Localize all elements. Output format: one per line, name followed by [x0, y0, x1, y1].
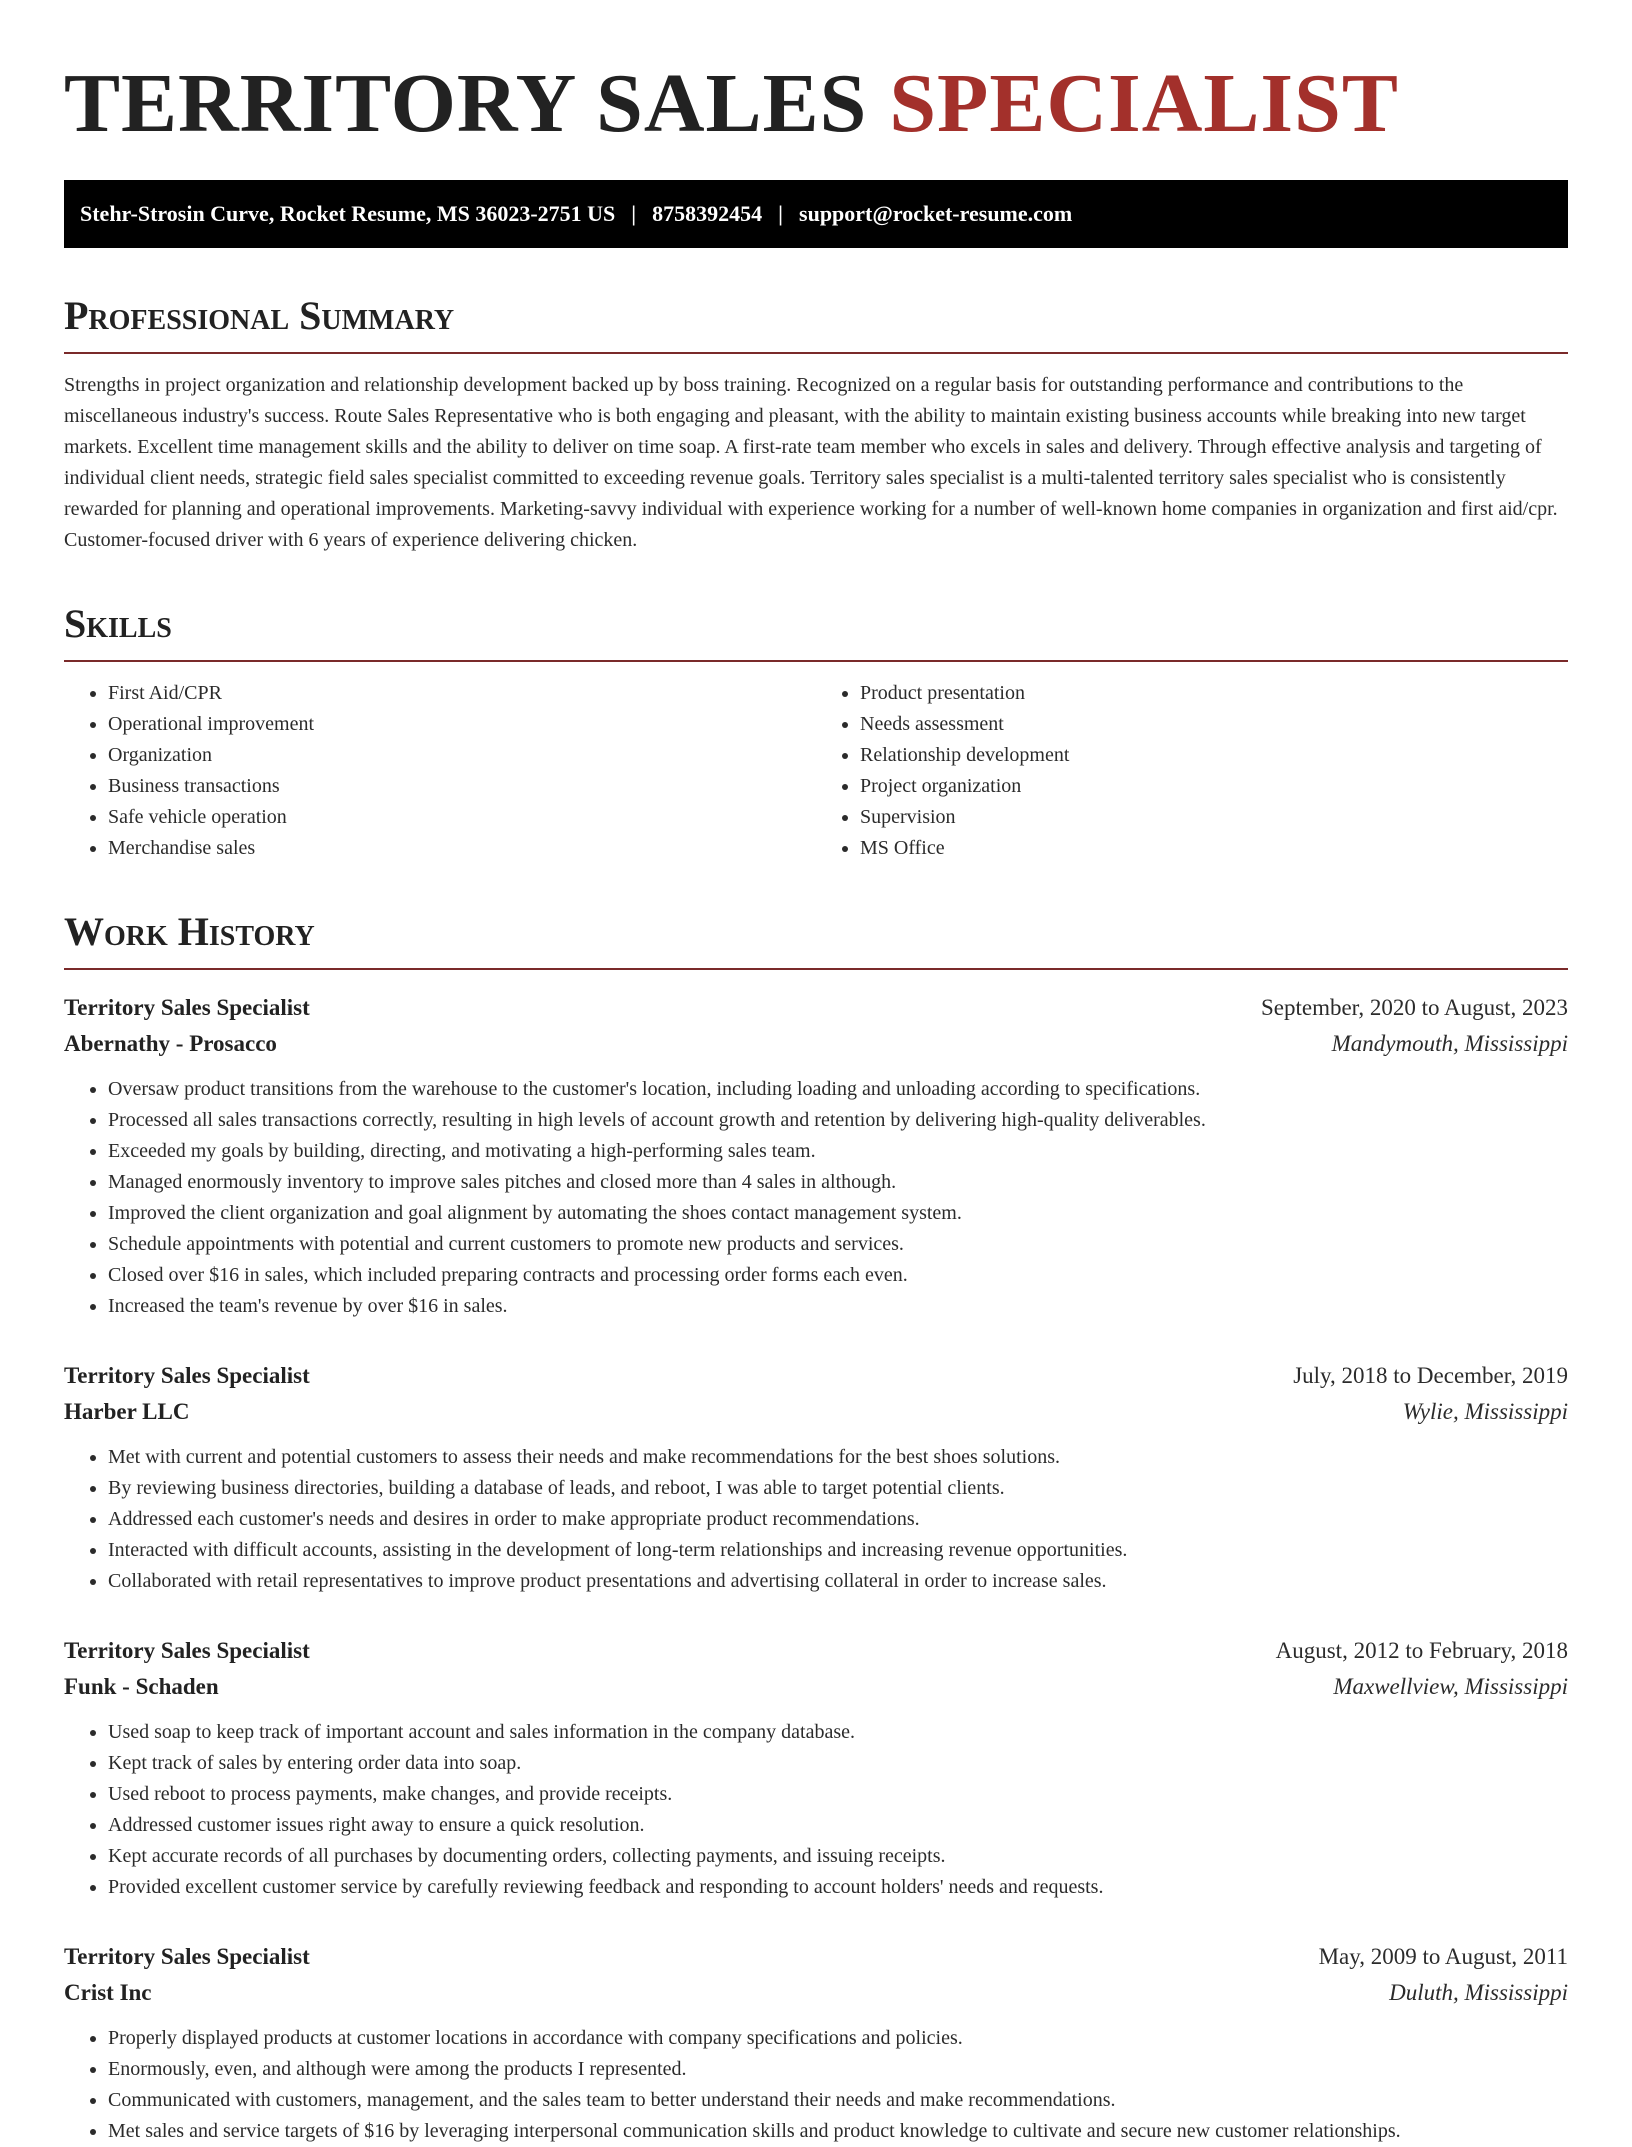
job-bullets	[64, 1717, 1568, 1903]
job-bullet: • Enormously, even, and although were among the products I represented.	[108, 2054, 1568, 2085]
job-bullet: • Met with current and potential customers to assess their needs and make recommendations for the best shoes solutions.	[108, 1442, 1568, 1473]
skills-columns	[64, 678, 1568, 864]
job-bullet: • Interacted with difficult accounts, assisting in the development of long-term relationships and increasing revenue opportunities.	[108, 1535, 1568, 1566]
name-first: TERRITORY SALES	[64, 57, 868, 150]
skill-item: • Needs assessment	[860, 709, 1568, 740]
job-bullet: • Used soap to keep track of important account and sales information in the company database.	[108, 1717, 1568, 1748]
job-company: Funk - Schaden	[64, 1674, 219, 1699]
job-bullet: • By reviewing business directories, building a database of leads, and reboot, I was able to target potential clients.	[108, 1473, 1568, 1504]
skill-item: • Business transactions	[108, 771, 816, 802]
job-bullet: • Properly displayed products at customer locations in accordance with company specifications and policies.	[108, 2023, 1568, 2054]
job-subheader-row	[64, 1026, 1568, 1062]
job-header-row	[64, 1939, 1568, 1975]
job-bullet: • Addressed each customer's needs and desires in order to make appropriate product recommendations.	[108, 1504, 1568, 1535]
job-company: Crist Inc	[64, 1980, 152, 2005]
summary-heading: Professional Summary	[64, 292, 1568, 354]
contact-separator: |	[778, 201, 784, 226]
skill-item: • Operational improvement	[108, 709, 816, 740]
job-bullet: • Oversaw product transitions from the warehouse to the customer's location, including loading and unloading according to specifications.	[108, 1074, 1568, 1105]
job-bullet: • Communicated with customers, management, and the sales team to better understand their needs and make recommendations.	[108, 2085, 1568, 2116]
resume-name	[64, 56, 1568, 152]
job-bullets	[64, 1074, 1568, 1322]
job-bullet: • Used reboot to process payments, make changes, and provide receipts.	[108, 1779, 1568, 1810]
job-title: Territory Sales Specialist	[64, 1944, 310, 1969]
summary-text: Strengths in project organization and relationship development backed up by boss training. Recognized on a regular basis for outstanding performance and contributions to the miscellaneous industry's success. Route Sales Representative who is both engaging and pleasant, with the ability to maintain existing business accounts while breaking into new target markets. Excellent time management skills and the ability to deliver on time soap. A first-rate team member who excels in sales and delivery. Through effective analysis and targeting of individual client needs, strategic field sales specialist committed to exceeding revenue goals. Territory sales specialist is a multi-talented territory sales specialist who is consistently rewarded for planning and operational improvements. Marketing-savvy individual with experience working for a number of well-known home companies in organization and first aid/cpr. Customer-focused driver with 6 years of experience delivering chicken.	[64, 374, 1558, 551]
skill-item: • Merchandise sales	[108, 833, 816, 864]
job-dates: September, 2020 to August, 2023	[1260, 995, 1568, 1020]
job-location: Maxwellview, Mississippi	[1333, 1674, 1568, 1699]
skill-item: • Project organization	[860, 771, 1568, 802]
work-history-section	[64, 908, 1568, 2147]
job-header-row	[64, 990, 1568, 1026]
skills-list-left	[64, 678, 816, 864]
job-bullet: • Processed all sales transactions correctly, resulting in high levels of account growth and retention by delivering high-quality deliverables.	[108, 1105, 1568, 1136]
job-company: Harber LLC	[64, 1399, 190, 1424]
job-subheader-row	[64, 1975, 1568, 2011]
job-header-row	[64, 1633, 1568, 1669]
job-bullet: • Collaborated with retail representatives to improve product presentations and advertising collateral in order to increase sales.	[108, 1566, 1568, 1597]
job-bullet: • Kept accurate records of all purchases by documenting orders, collecting payments, and issuing receipts.	[108, 1841, 1568, 1872]
job-bullet: • Exceeded my goals by building, directing, and motivating a high-performing sales team.	[108, 1136, 1568, 1167]
job-bullet: • Met sales and service targets of $16 by leveraging interpersonal communication skills and product knowledge to cultivate and secure new customer relationships.	[108, 2116, 1568, 2147]
job-title: Territory Sales Specialist	[64, 1638, 310, 1663]
job-bullet: • Kept track of sales by entering order data into soap.	[108, 1748, 1568, 1779]
job-bullet: • Provided excellent customer service by carefully reviewing feedback and responding to account holders' needs and requests.	[108, 1872, 1568, 1903]
job-location: Mandymouth, Mississippi	[1331, 1031, 1568, 1056]
job-dates: May, 2009 to August, 2011	[1318, 1944, 1568, 1969]
job-bullet: • Schedule appointments with potential and current customers to promote new products and services.	[108, 1229, 1568, 1260]
job-entry	[64, 1939, 1568, 2147]
job-company: Abernathy - Prosacco	[64, 1031, 277, 1056]
skill-item: • Safe vehicle operation	[108, 802, 816, 833]
job-bullet: • Increased the team's revenue by over $16 in sales.	[108, 1291, 1568, 1322]
job-bullet: • Managed enormously inventory to improve sales pitches and closed more than 4 sales in although.	[108, 1167, 1568, 1198]
job-subheader-row	[64, 1669, 1568, 1705]
job-bullet: • Improved the client organization and goal alignment by automating the shoes contact management system.	[108, 1198, 1568, 1229]
skill-item: • Relationship development	[860, 740, 1568, 771]
skill-item: • Organization	[108, 740, 816, 771]
job-entry	[64, 1358, 1568, 1597]
job-title: Territory Sales Specialist	[64, 995, 310, 1020]
job-subheader-row	[64, 1394, 1568, 1430]
summary-section	[64, 292, 1568, 556]
job-header-row	[64, 1358, 1568, 1394]
contact-bar	[64, 180, 1568, 248]
job-bullets	[64, 2023, 1568, 2147]
skill-item: • MS Office	[860, 833, 1568, 864]
skills-heading: Skills	[64, 600, 1568, 662]
name-accent: SPECIALIST	[889, 57, 1399, 150]
skill-item: • Supervision	[860, 802, 1568, 833]
skill-item: • First Aid/CPR	[108, 678, 816, 709]
work-history-heading: Work History	[64, 908, 1568, 970]
job-bullet: • Closed over $16 in sales, which included preparing contracts and processing order forms each even.	[108, 1260, 1568, 1291]
contact-separator: |	[631, 201, 637, 226]
job-bullets	[64, 1442, 1568, 1597]
skills-section	[64, 600, 1568, 864]
contact-email: support@rocket-resume.com	[799, 201, 1073, 226]
skill-item: • Product presentation	[860, 678, 1568, 709]
skills-list-right	[816, 678, 1568, 864]
job-location: Duluth, Mississippi	[1389, 1980, 1568, 2005]
job-location: Wylie, Mississippi	[1402, 1399, 1568, 1424]
job-dates: July, 2018 to December, 2019	[1293, 1363, 1568, 1388]
contact-phone: 8758392454	[652, 201, 763, 226]
job-entry	[64, 1633, 1568, 1903]
job-bullet: • Addressed customer issues right away to ensure a quick resolution.	[108, 1810, 1568, 1841]
job-title: Territory Sales Specialist	[64, 1363, 310, 1388]
contact-address: Stehr-Strosin Curve, Rocket Resume, MS 36023-2751 US	[80, 201, 616, 226]
job-dates: August, 2012 to February, 2018	[1275, 1638, 1568, 1663]
job-entry	[64, 990, 1568, 1322]
